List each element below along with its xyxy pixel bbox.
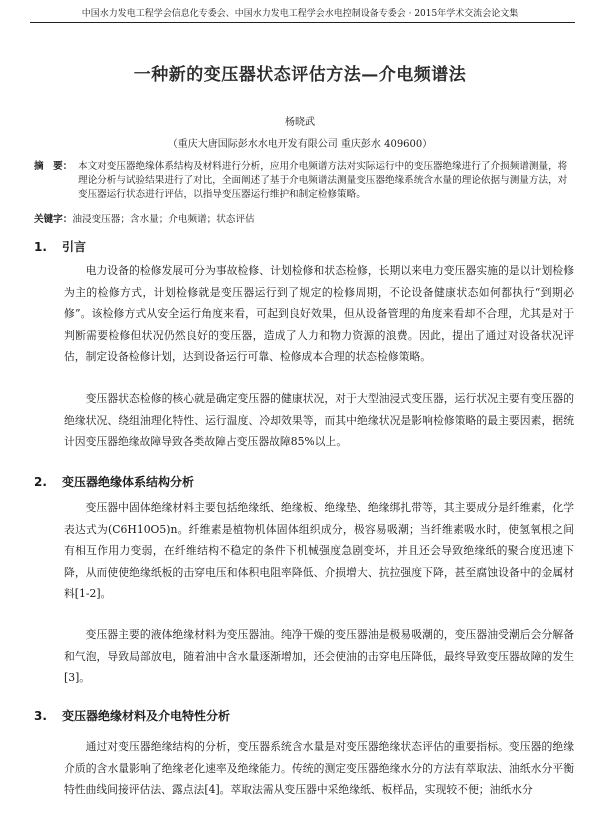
section-title: 引言: [62, 240, 87, 254]
body-paragraph: 通过对变压器绝缘结构的分析，变压器系统含水量是对变压器绝缘状态评估的重要指标。变压器的绝缘介质的含水量影响了绝缘老化速率及绝缘能力。传统的测定变压器绝缘水分的方法有萃取法、油纸水分平衡特性曲线间接评估法、露点法[4]。萃取法需从变压器中采绝缘纸、板样品，实现较不便；油纸水分: [64, 740, 574, 797]
section-1-heading: [34, 238, 86, 255]
abstract-block: [34, 160, 574, 202]
keywords-block: [34, 213, 574, 227]
section-number: 1.: [34, 240, 47, 254]
abstract-text: 本文对变压器绝缘体系结构及材料进行分析，应用介电频谱方法对实际运行中的变压器绝缘进行了介损频谱测量，将理论分析与试验结果进行了对比，全面阐述了基于介电频谱法测量变压器绝缘系统含水量的理论依据与测量方法，对变压器运行状态进行评估，以指导变压器运行维护和制定检修策略。: [78, 161, 568, 200]
section-number: 2.: [34, 475, 47, 489]
body-paragraph: 电力设备的检修发展可分为事故检修、计划检修和状态检修，长期以来电力变压器实施的是以计划检修为主的检修方式，计划检修就是变压器运行到了规定的检修周期，不论设备健康状态如何都执行“到期必修”。该检修方式从安全运行角度来看，可起到良好效果，但从设备管理的角度来看却不合理，尤其是对于判断需要检修但状况仍然良好的变压器，造成了人力和物力资源的浪费。因此，提出了通过对设备状况评估，制定设备检修计划，达到设备运行可靠、检修成本合理的状态检修策略。: [64, 264, 574, 364]
author-name: 杨晓武: [285, 117, 315, 128]
paper-title: 一种新的变压器状态评估方法—介电频谱法: [133, 65, 467, 85]
section-title: 变压器绝缘材料及介电特性分析: [62, 709, 231, 723]
section-number: 3.: [34, 709, 47, 723]
body-paragraph: 变压器中固体绝缘材料主要包括绝缘纸、绝缘板、绝缘垫、绝缘绑扎带等，其主要成分是纤维素，化学表达式为(C6H10O5)n。纤维素是植物机体固体组织成分，极容易吸潮；当纤维素吸水时，使氢氧根之间有相互作用力变弱，在纤维结构不稳定的条件下机械强度急剧变坏，并且还会导致绝缘纸的聚合度迅速下降，从而使使绝缘纸板的击穿电压和体积电阻率降低、介损增大、抗拉强度下降，甚至腐蚀设备中的金属材料[1-2]。: [64, 501, 574, 601]
header-rule: [30, 22, 575, 23]
body-paragraph: 变压器主要的液体绝缘材料为变压器油。纯净干燥的变压器油是极易吸潮的，变压器油受潮后会分解备和气泡，导致局部放电，随着油中含水量逐渐增加，还会使油的击穿电压降低，最终导致变压器故障的发生[3]。: [64, 628, 574, 685]
abstract-label: 摘 要：: [34, 161, 73, 172]
section-3-heading: [34, 707, 230, 724]
section-2-heading: [34, 473, 194, 490]
keywords-text: 油浸变压器；含水量；介电频谱；状态评估: [72, 214, 255, 225]
body-paragraph: 变压器状态检修的核心就是确定变压器的健康状况，对于大型油浸式变压器，运行状况主要有变压器的绝缘状况、绕组油理化特性、运行温度、冷却效果等，而其中绝缘状况是影响检修策略的最主要因素，据统计因变压器绝缘故障导致各类故障占变压器故障85%以上。: [64, 392, 574, 449]
running-header: 中国水力发电工程学会信息化专委会、中国水力发电工程学会水电控制设备专委会 · 2015年学术交流会论文集: [81, 9, 519, 19]
author-affiliation: （重庆大唐国际彭水水电开发有限公司 重庆彭水 409600）: [167, 139, 433, 150]
section-title: 变压器绝缘体系结构分析: [62, 475, 195, 489]
keywords-label: 关键字：: [34, 214, 73, 225]
